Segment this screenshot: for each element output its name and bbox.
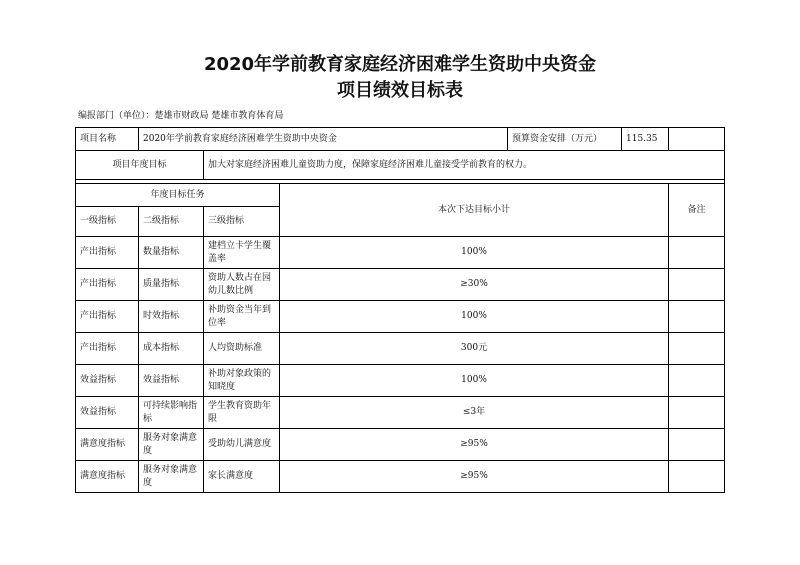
level1-cell: 效益指标 <box>76 365 139 397</box>
level2-cell: 服务对象满意度 <box>139 429 204 461</box>
table-row <box>76 301 725 333</box>
level2-cell: 可持续影响指标 <box>139 397 204 429</box>
level1-cell: 产出指标 <box>76 301 139 333</box>
level2-cell: 成本指标 <box>139 333 204 365</box>
level2-cell: 数量指标 <box>139 237 204 269</box>
level2-cell: 时效指标 <box>139 301 204 333</box>
remark-cell <box>669 333 725 365</box>
level1-cell: 效益指标 <box>76 397 139 429</box>
remark-cell <box>669 301 725 333</box>
annual-goal-value: 加大对家庭经济困难儿童资助力度，保障家庭经济困难儿童接受学前教育的权力。 <box>204 151 725 180</box>
performance-table <box>75 127 725 493</box>
level3-cell: 补助资金当年到位率 <box>204 301 280 333</box>
target-value-cell: 100% <box>280 365 669 397</box>
target-value-cell: ≤3年 <box>280 397 669 429</box>
level3-cell: 资助人数占在园幼儿数比例 <box>204 269 280 301</box>
page-subtitle: 项目绩效目标表 <box>337 80 463 101</box>
table-row <box>76 269 725 301</box>
remark-cell <box>669 365 725 397</box>
level3-cell: 家长满意度 <box>204 461 280 493</box>
remark-label: 备注 <box>669 184 725 237</box>
compiler-label: 编报部门（单位）： <box>78 111 155 121</box>
compiler-line <box>78 108 283 121</box>
table-row <box>76 397 725 429</box>
table-row <box>76 429 725 461</box>
budget-blank <box>669 128 725 151</box>
project-name-row <box>76 128 725 151</box>
table-row <box>76 365 725 397</box>
remark-cell <box>669 237 725 269</box>
target-value-cell: 100% <box>280 301 669 333</box>
level2-cell: 服务对象满意度 <box>139 461 204 493</box>
remark-cell <box>669 461 725 493</box>
annual-goal-row <box>76 151 725 180</box>
level1-cell: 产出指标 <box>76 269 139 301</box>
level3-cell: 人均资助标准 <box>204 333 280 365</box>
subtotal-label: 本次下达目标小计 <box>280 184 669 237</box>
level3-cell: 受助幼儿满意度 <box>204 429 280 461</box>
target-value-cell: 100% <box>280 237 669 269</box>
target-value-cell: ≥30% <box>280 269 669 301</box>
level2-cell: 效益指标 <box>139 365 204 397</box>
level3-cell: 建档立卡学生覆盖率 <box>204 237 280 269</box>
task-header-row <box>76 184 725 207</box>
level3-label: 三级指标 <box>204 207 280 237</box>
level2-cell: 质量指标 <box>139 269 204 301</box>
remark-cell <box>669 397 725 429</box>
level2-label: 二级指标 <box>139 207 204 237</box>
annual-goal-label: 项目年度目标 <box>76 151 204 180</box>
task-label: 年度目标任务 <box>76 184 280 207</box>
level1-label: 一级指标 <box>76 207 139 237</box>
target-value-cell: 300元 <box>280 333 669 365</box>
page-title: 2020年学前教育家庭经济困难学生资助中央资金 <box>203 54 597 75</box>
table-row <box>76 237 725 269</box>
table-row <box>76 333 725 365</box>
level1-cell: 产出指标 <box>76 333 139 365</box>
project-name-value: 2020年学前教育家庭经济困难学生资助中央资金 <box>139 128 508 151</box>
level3-cell: 补助对象政策的知晓度 <box>204 365 280 397</box>
target-value-cell: ≥95% <box>280 461 669 493</box>
compiler-value: 楚雄市财政局 楚雄市教育体育局 <box>154 111 284 121</box>
target-value-cell: ≥95% <box>280 429 669 461</box>
budget-value: 115.35 <box>622 128 669 151</box>
table-row <box>76 461 725 493</box>
level1-cell: 满意度指标 <box>76 461 139 493</box>
remark-cell <box>669 269 725 301</box>
level1-cell: 满意度指标 <box>76 429 139 461</box>
budget-label: 预算资金安排（万元） <box>508 128 622 151</box>
level3-cell: 学生教育资助年限 <box>204 397 280 429</box>
project-name-label: 项目名称 <box>76 128 139 151</box>
level1-cell: 产出指标 <box>76 237 139 269</box>
remark-cell <box>669 429 725 461</box>
